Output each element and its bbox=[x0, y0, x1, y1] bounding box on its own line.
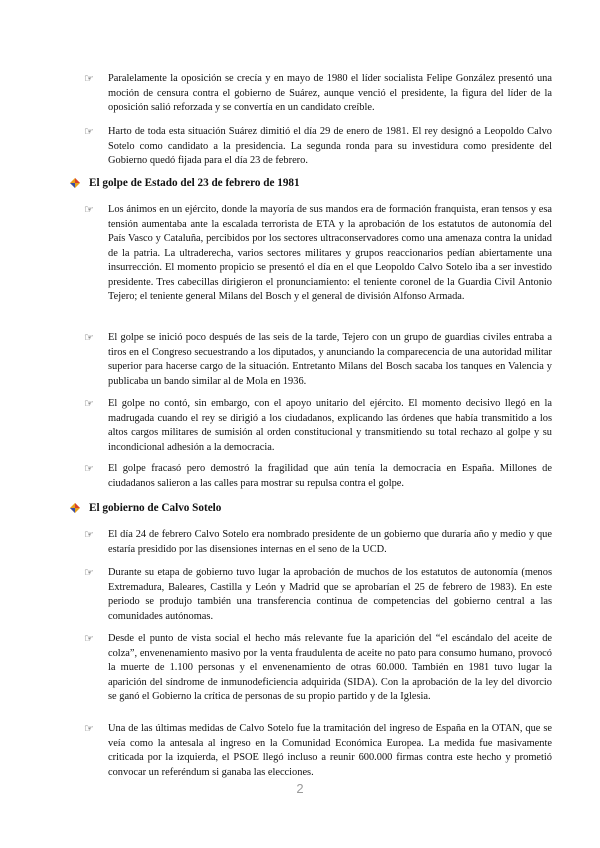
bullet-text: El golpe no contó, sin embargo, con el apoyo unitario del ejército. El momento decisivo llegó en la madrugada cuando el rey se dirigió a los ciudadanos, explicando las órdenes que había transmitido a los altos cargos militares de sumisión al orden constitucional y transmitiendo su total rechazo al golpe y su incondicional adhesión a la democracia. bbox=[108, 398, 552, 453]
bullet-text: Desde el punto de vista social el hecho más relevante fue la aparición del “el escándalo del aceite de colza”, envenenamiento masivo por la venta fraudulenta de aceite no pato para consumo humano, provocó la muerte de 1.100 personas y el envenenamiento de otras 60.000. También en 1981 tuvo lugar la aparición del síndrome de inmunodeficiencia adquirida (SIDA). Con la aprobación de la ley del divorcio se ganó el Gobierno la crítica de personas de su propio partido y de la Iglesia. bbox=[108, 633, 552, 702]
bullet-text: Durante su etapa de gobierno tuvo lugar la aprobación de muchos de los estatutos de autonomía (menos Extremadura, Baleares, Castilla y León y Madrid que se aprobarían el 25 de febrero de 1983). En este periodo se produjo también una transferencia continua de competencias del gobierno central a las comunidades autónomas. bbox=[108, 567, 552, 622]
list-item bbox=[84, 125, 552, 169]
pointing-hand-icon: ☞ bbox=[84, 332, 94, 344]
list-item bbox=[84, 203, 552, 305]
bullet-text: El día 24 de febrero Calvo Sotelo era nombrado presidente de un gobierno que duraría año y medio y que estaría presidido por las disensiones internas en el seno de la UCD. bbox=[108, 529, 552, 555]
diamond-icon bbox=[70, 178, 80, 188]
list-item bbox=[84, 397, 552, 455]
section-heading bbox=[70, 177, 300, 189]
section-heading bbox=[70, 502, 221, 514]
diamond-icon bbox=[70, 503, 80, 513]
list-item bbox=[84, 462, 552, 491]
section-title: El gobierno de Calvo Sotelo bbox=[89, 502, 222, 514]
list-item bbox=[84, 528, 552, 557]
bullet-text: El golpe fracasó pero demostró la fragilidad que aún tenía la democracia en España. Millones de ciudadanos salieron a las calles para mostrar su repulsa contra el golpe. bbox=[108, 463, 552, 489]
pointing-hand-icon: ☞ bbox=[84, 126, 94, 138]
pointing-hand-icon: ☞ bbox=[84, 723, 94, 735]
page-number: 2 bbox=[296, 781, 304, 796]
bullet-text: Una de las últimas medidas de Calvo Sotelo fue la tramitación del ingreso de España en la OTAN, que se veía como la antesala al ingreso en la Comunidad Económica Europea. La medida fue masivamente criticada por la izquierda, el PSOE llegó incluso a reunir 600.000 firmas contra este hecho y prometió convocar un referéndum si ganaba las elecciones. bbox=[108, 723, 552, 778]
list-item bbox=[84, 566, 552, 624]
pointing-hand-icon: ☞ bbox=[84, 398, 94, 410]
bullet-text: Los ánimos en un ejército, donde la mayoría de sus mandos era de formación franquista, eran tensos y esa tensión aumentaba ante la escalada terrorista de ETA y la aprobación de los estatutos de autonomía del País Vasco y Cataluña, percibidos por los sectores ultraconservadores como una amenaza contra la unidad de la patria. La ultraderecha, varios sectores militares y grupos reaccionarios pedían abiertamente una insurrección. El momento propicio se presentó el día en el que Leopoldo Calvo Sotelo iba a ser investido presidente. Tres cabecillas dirigieron el pronunciamiento: el teniente coronel de la Guardia Civil Antonio Tejero; el teniente general Milans del Bosch y el general de división Alfonso Armada. bbox=[108, 204, 552, 302]
pointing-hand-icon: ☞ bbox=[84, 463, 94, 475]
bullet-text: Harto de toda esta situación Suárez dimitió el día 29 de enero de 1981. El rey designó a Leopoldo Calvo Sotelo como candidato a la presidencia. La segunda ronda para su investidura como presidente del Gobierno quedó fijada para el día 23 de febrero. bbox=[108, 126, 552, 166]
pointing-hand-icon: ☞ bbox=[84, 204, 94, 216]
pointing-hand-icon: ☞ bbox=[84, 567, 94, 579]
pointing-hand-icon: ☞ bbox=[84, 633, 94, 645]
list-item bbox=[84, 632, 552, 705]
pointing-hand-icon: ☞ bbox=[84, 73, 94, 85]
section-title: El golpe de Estado del 23 de febrero de 1981 bbox=[89, 177, 300, 189]
bullet-text: Paralelamente la oposición se crecía y en mayo de 1980 el líder socialista Felipe González presentó una moción de censura contra el gobierno de Suárez, aunque venció el presidente, la figura del líder de la oposición salió reforzada y se convertía en un candidato creíble. bbox=[108, 73, 552, 113]
bullet-text: El golpe se inició poco después de las seis de la tarde, Tejero con un grupo de guardias civiles entraba a tiros en el Congreso secuestrando a los diputados, y anunciando la comparecencia de una autoridad militar superior para hacerse cargo de la situación. Entretanto Milans del Bosch sacaba los tanques en Valencia y publicaba un bando similar al de Mola en 1936. bbox=[108, 332, 552, 387]
list-item bbox=[84, 72, 552, 116]
pointing-hand-icon: ☞ bbox=[84, 529, 94, 541]
list-item bbox=[84, 722, 552, 780]
list-item bbox=[84, 331, 552, 389]
